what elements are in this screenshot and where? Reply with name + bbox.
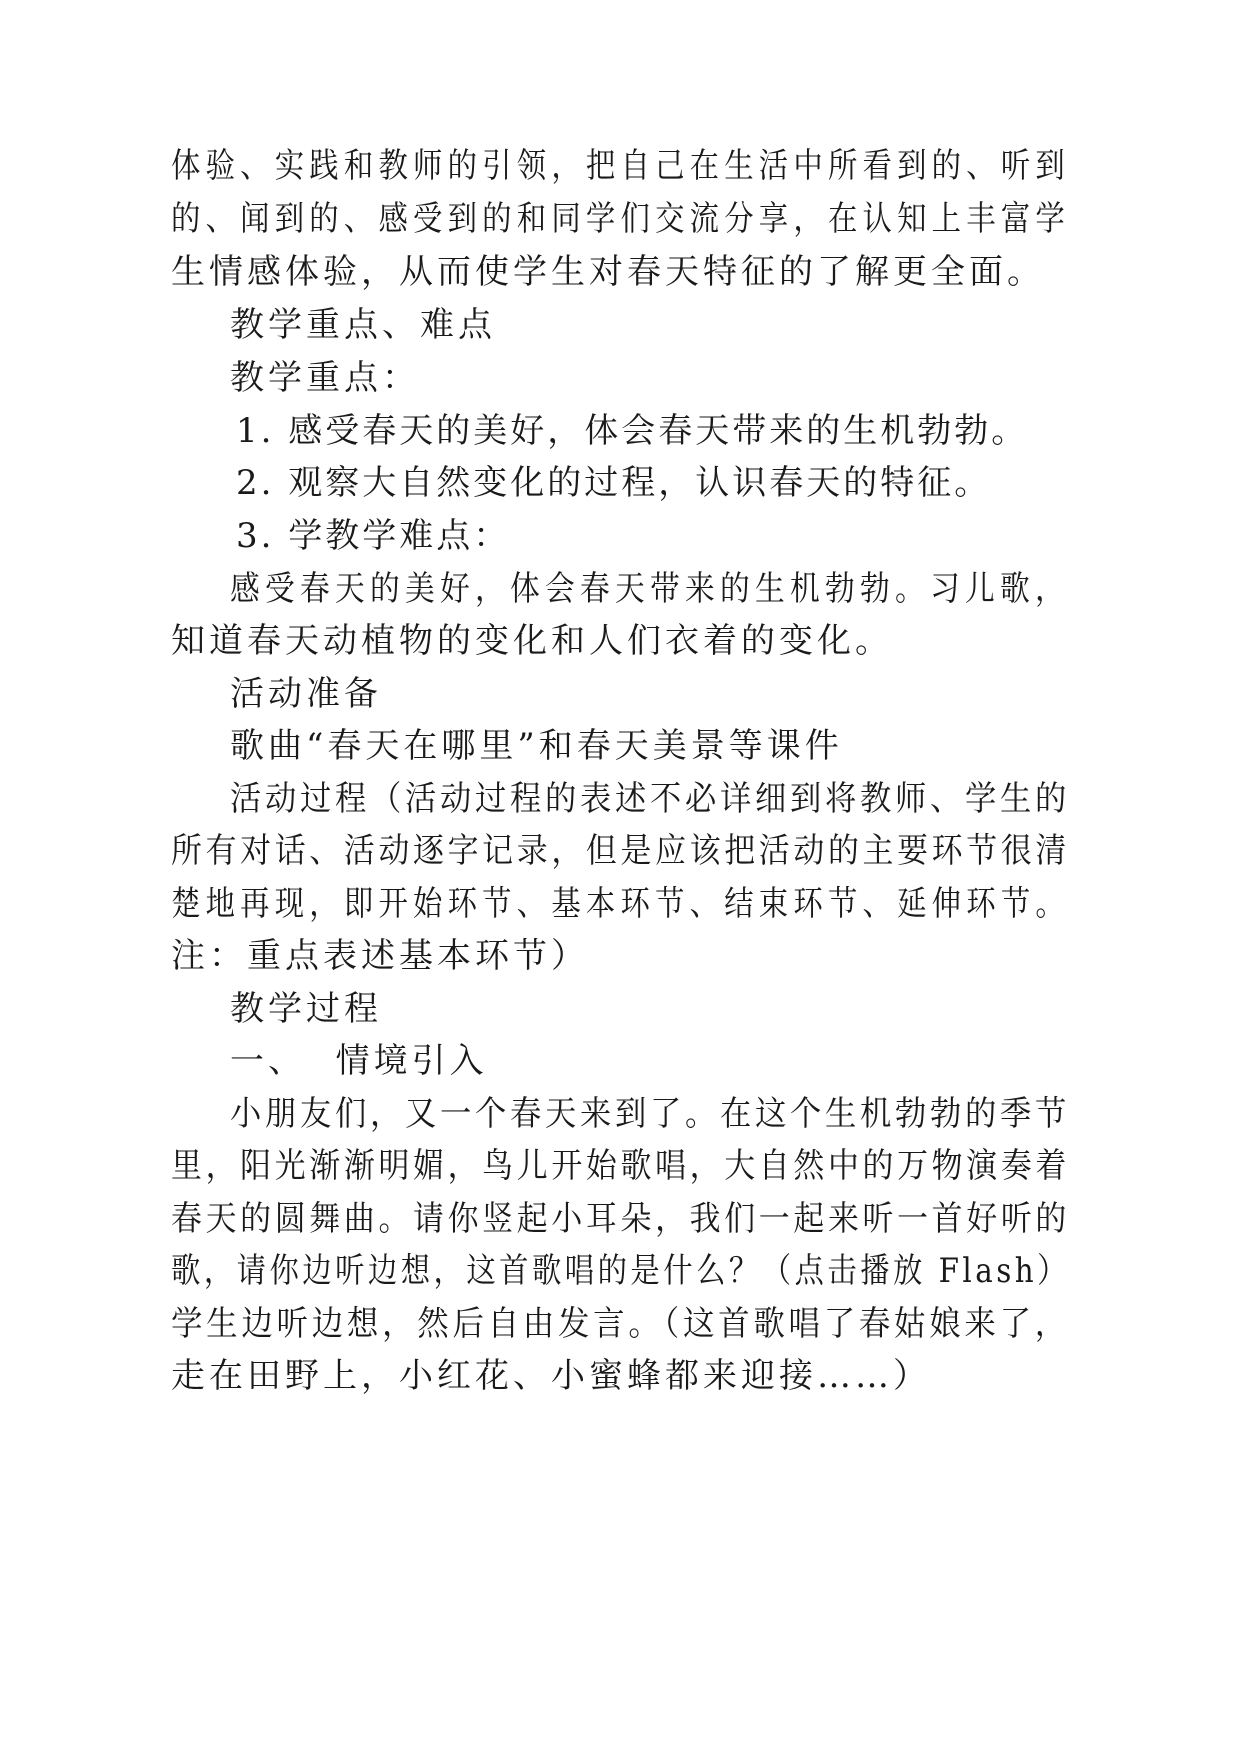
- paragraph-line: 里，阳光渐渐明媚，鸟儿开始歌唱，大自然中的万物演奏着: [171, 1146, 1070, 1186]
- paragraph-line: 活动过程（活动过程的表述不必详细到将教师、学生的: [230, 779, 1071, 819]
- paragraph-line: 走在田野上，小红花、小蜜蜂都来迎接……）: [171, 1356, 931, 1396]
- paragraph-line: 的、闻到的、感受到的和同学们交流分享，在认知上丰富学: [171, 199, 1070, 239]
- list-item: 3. 学教学难点：: [236, 516, 511, 556]
- paragraph-line: 感受春天的美好，体会春天带来的生机勃勃。习儿歌，: [230, 569, 1070, 609]
- paragraph-line: 学生边听边想，然后自由发言。（这首歌唱了春姑娘来了，: [171, 1304, 1070, 1344]
- list-item: 1. 感受春天的美好，体会春天带来的生机勃勃。: [236, 411, 1029, 451]
- paragraph-line: 楚地再现，即开始环节、基本环节、结束环节、延伸环节。: [171, 884, 1070, 924]
- paragraph-line: 所有对话、活动逐字记录，但是应该把活动的主要环节很清: [171, 831, 1070, 871]
- paragraph-line: 生情感体验，从而使学生对春天特征的了解更全面。: [171, 252, 1045, 292]
- section-heading: 教学重点、难点: [230, 305, 496, 345]
- section-heading: 教学过程: [230, 989, 382, 1029]
- list-item: 2. 观察大自然变化的过程，认识春天的特征。: [236, 463, 992, 503]
- paragraph-line: 体验、实践和教师的引领，把自己在生活中所看到的、听到: [171, 146, 1070, 186]
- paragraph-line: 注：重点表述基本环节）: [171, 936, 589, 976]
- section-heading: 活动准备: [230, 674, 382, 714]
- paragraph-line: 歌曲“春天在哪里”和春天美景等课件: [230, 726, 843, 766]
- paragraph-line: 小朋友们，又一个春天来到了。在这个生机勃勃的季节: [230, 1094, 1071, 1134]
- section-heading: 教学重点：: [230, 358, 420, 398]
- section-heading: 一、 情境引入: [230, 1041, 488, 1081]
- paragraph-line: 歌，请你边听边想，这首歌唱的是什么？（点击播放 Flash）: [171, 1251, 1070, 1291]
- paragraph-line: 知道春天动植物的变化和人们衣着的变化。: [171, 621, 893, 661]
- paragraph-line: 春天的圆舞曲。请你竖起小耳朵，我们一起来听一首好听的: [171, 1199, 1070, 1239]
